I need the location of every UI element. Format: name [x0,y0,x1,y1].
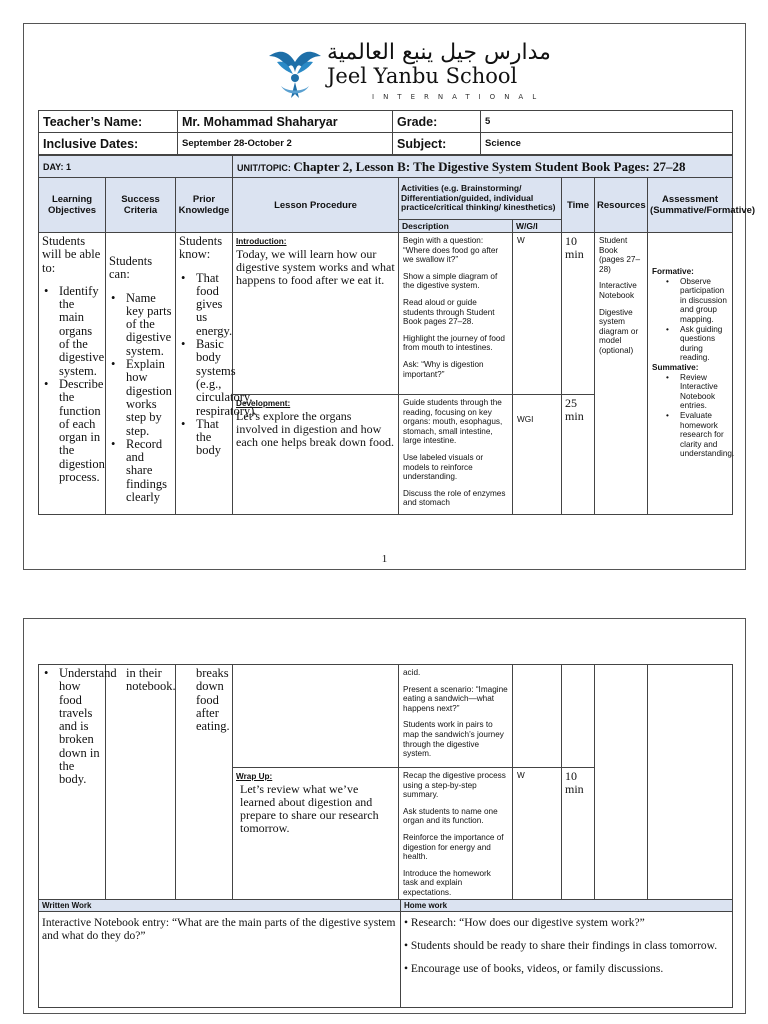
development-label: Development: [236,399,291,408]
col-activities: Activities (e.g. Brainstorming/ Differentiation/guided, individual practice/critical thinking/ kinesthetics) [399,178,562,220]
home-work-label: Home work [401,900,733,912]
grade-label: Grade: [393,111,481,133]
day-label: DAY: 1 [39,156,233,178]
school-emblem-icon [267,42,323,100]
summative-item: • Review Interactive Notebook entries. [652,373,728,411]
school-name-arabic: مدارس جيل ينبع العالمية [327,40,551,65]
resource-item: Interactive Notebook [599,281,637,300]
unit-label: UNIT/TOPIC: [237,162,291,173]
objective-item: • Understand how food travels and is broken down in the body. [42,667,102,787]
prior-intro: Students know: [179,234,223,262]
activity-item: acid. [403,668,421,677]
lesson-table-page-2 [38,664,733,902]
development-procedure-continued [233,665,399,768]
objectives-intro: Students will be able to: [42,234,101,275]
objectives-cell [39,233,106,515]
introduction-time: 10 min [562,233,595,395]
development-activities [399,395,513,515]
lesson-table-page-1 [38,155,756,515]
prior-item: • That food gives us energy. [179,272,229,338]
wrapup-cell [233,768,399,902]
dates-value: September 28-October 2 [178,133,393,155]
success-cell-continued: in their notebook. [106,665,176,902]
homework-item: • Encourage use of books, videos, or family discussions. [404,963,664,975]
success-item: • Record and share findings clearly [109,438,172,504]
wrapup-time: 10 min [562,768,595,902]
activity-item: Introduce the homework task and explain expectations. [403,868,491,897]
activity-item: Ask: “Why is digestion important?” [403,359,484,379]
introduction-cell [233,233,399,395]
objective-item: • Identify the main organs of the digestive system. [42,285,102,378]
introduction-label: Introduction: [236,237,287,246]
home-work-cell [401,912,733,1008]
formative-item: • Observe participation in discussion and group mapping. [652,277,728,325]
wrapup-wgi: W [513,768,562,902]
teacher-value: Mr. Mohammad Shaharyar [178,111,393,133]
formative-label: Formative: [652,267,694,276]
success-cell [106,233,176,515]
development-text: Let’s explore the organs involved in digestion and how each one helps break down food. [236,409,394,450]
dates-label: Inclusive Dates: [39,133,178,155]
success-item: • Explain how digestion works step by step. [109,358,172,438]
activity-item: Highlight the journey of food from mouth to intestines. [403,333,505,353]
homework-item: • Students should be ready to share their findings in class tomorrow. [404,940,718,952]
development-cell [233,395,399,515]
activity-item: Ask students to name one organ and its function. [403,806,498,826]
prior-item: • That the body [179,418,229,458]
teacher-label: Teacher’s Name: [39,111,178,133]
wrapup-text: Let’s review what we’ve learned about digestion and prepare to share our research tomorrow. [240,782,379,836]
written-work-text: Interactive Notebook entry: “What are the main parts of the digestive system and what do they do?” [39,912,401,1008]
col-assessment: Assessment (Summative/Formative) [648,178,733,233]
prior-item: • Basic body systems (e.g., circulatory, respiratory). [179,338,229,418]
summative-label: Summative: [652,362,699,372]
introduction-wgi: W [513,233,562,395]
development-time: 25 min [562,395,595,515]
activity-item: Read aloud or guide students through Student Book pages 27–28. [403,297,495,327]
resource-item: Student Book (pages 27–28) [599,236,641,274]
school-tagline: INTERNATIONAL [372,93,546,101]
wrapup-activities [399,768,513,902]
activity-item: Guide students through the reading, focusing on key organs: mouth, esophagus, stomach, small intestine, large intestine. [403,398,503,446]
resources-cell [595,233,648,515]
wrapup-label: Wrap Up: [236,772,273,781]
grade-value: 5 [481,111,733,133]
prior-cell-continued: breaks down food after eating. [176,665,233,902]
introduction-activities [399,233,513,395]
unit-value: Chapter 2, Lesson B: The Digestive System Student Book Pages: 27–28 [293,158,686,174]
success-intro: Students can: [109,254,153,282]
development-time-continued [562,665,595,768]
introduction-text: Today, we will learn how our digestive system works and what happens to food after we eat it. [236,247,395,288]
activity-item: Students work in pairs to map the sandwich’s journey through the digestive system. [403,720,504,759]
development-wgi: WGI [513,395,562,515]
homework-item: • Research: “How does our digestive system work?” [404,917,645,929]
development-activities-continued [399,665,513,768]
activity-item: Reinforce the importance of digestion for energy and health. [403,832,504,862]
col-description: Description [399,220,513,233]
subject-value: Science [481,133,733,155]
page-2 [23,618,746,1014]
assessment-cell [648,233,733,515]
header-table [38,110,733,155]
activity-item: Begin with a question: “Where does food go after we swallow it?” [403,236,499,265]
school-logo [267,38,557,118]
written-work-label: Written Work [39,900,401,912]
objectives-cell-continued [39,665,117,902]
activity-item: Recap the digestive process using a step-by-step summary. [403,771,506,800]
col-objectives: Learning Objectives [39,178,106,233]
assessment-cell-continued [648,665,733,902]
subject-label: Subject: [393,133,481,155]
activity-item: Use labeled visuals or models to reinforce understanding. [403,452,484,482]
col-wgi: W/G/I [513,220,562,233]
prior-cell [176,233,258,515]
col-procedure: Lesson Procedure [233,178,399,233]
summative-item: • Evaluate homework research for clarity and understanding. [652,411,728,459]
resources-cell-continued [595,665,648,902]
page-number: 1 [381,553,388,565]
col-prior: Prior Knowledge [176,178,233,233]
development-wgi-continued [513,665,562,768]
success-item: • Name key parts of the digestive system. [109,292,172,358]
activity-item: Discuss the role of enzymes and stomach [403,488,506,508]
col-resources: Resources [595,178,648,233]
activity-item: Show a simple diagram of the digestive system. [403,271,498,291]
school-name-english: Jeel Yanbu School [327,64,518,88]
resource-item: Digestive system diagram or model (optional) [599,307,639,355]
unit-topic [233,156,733,178]
col-time: Time [562,178,595,233]
page-1 [23,23,756,570]
activity-item: Present a scenario: “Imagine eating a sandwich—what happens next?” [403,684,508,713]
col-success: Success Criteria [106,178,176,233]
work-table [38,899,733,1008]
objective-item: • Describe the function of each organ in the digestion process. [42,378,102,484]
formative-item: • Ask guiding questions during reading. [652,325,728,363]
